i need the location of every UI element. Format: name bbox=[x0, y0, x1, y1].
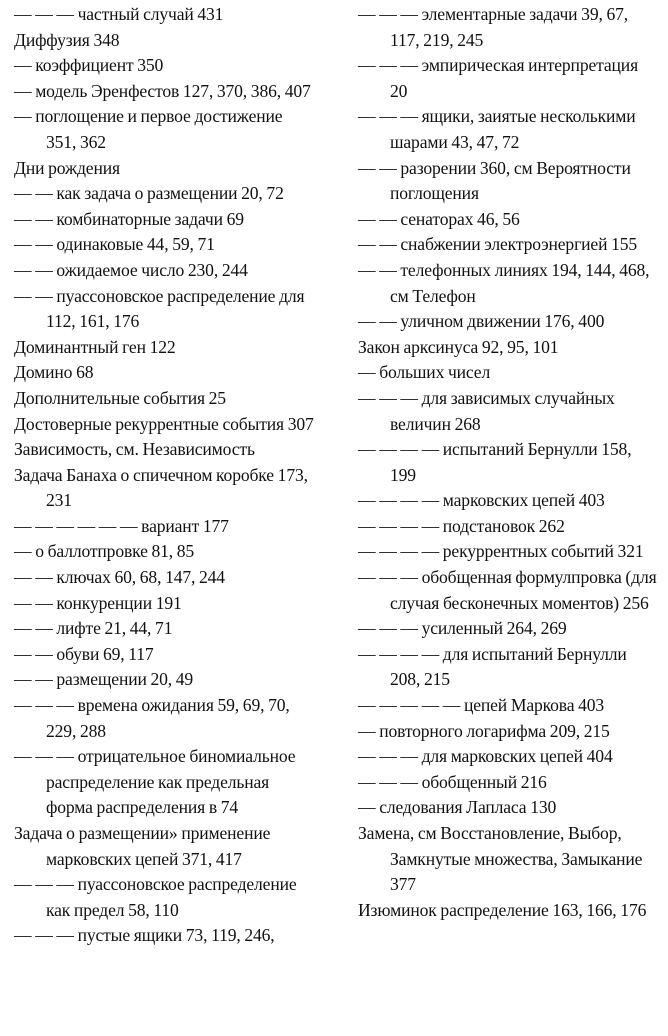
index-column-right bbox=[358, 2, 658, 923]
index-entry: Задача о размещении» применение марковских цепей 371, 417 bbox=[14, 823, 271, 869]
index-entry: — — как задача о размещении 20, 72 bbox=[14, 183, 284, 204]
index-entry: — следования Лапласа 130 bbox=[358, 797, 557, 818]
index-entry: — о баллотпровке 81, 85 bbox=[14, 541, 195, 562]
index-entry: Зависимость, см. Независимость bbox=[14, 439, 255, 460]
index-entry: — — разорении 360, см Вероятности поглощения bbox=[358, 157, 631, 204]
index-entry: — модель Эренфестов 127, 370, 386, 407 bbox=[14, 80, 311, 101]
index-entry: — — — — рекуррентных событий 321 bbox=[358, 541, 644, 562]
index-entry: Дополнительные события 25 bbox=[14, 387, 226, 408]
index-entry: — — — — марковских цепей 403 bbox=[358, 490, 605, 511]
index-entry: Изюминок распределение 163, 166, 176 bbox=[358, 899, 647, 920]
index-entry: Задача Банаха о спичечном коробке 173, 231 bbox=[14, 464, 308, 511]
index-entry: — — — для марковских цепей 404 bbox=[358, 746, 613, 767]
index-entry: — — — усиленный 264, 269 bbox=[358, 618, 567, 639]
index-entry: — — — обобщенная формулпровка (для случая бесконечных моментов) 256 bbox=[358, 567, 657, 613]
index-entry: — — конкуренции 191 bbox=[14, 592, 182, 613]
index-entry: — — сенаторах 46, 56 bbox=[358, 208, 520, 229]
index-entry: — повторного логарифма 209, 215 bbox=[358, 720, 610, 741]
index-entry: — — уличном движении 176, 400 bbox=[358, 311, 605, 332]
index-entry: Закон арксинуса 92, 95, 101 bbox=[358, 336, 559, 357]
index-entry: — поглощение и первое достижение 351, 362 bbox=[14, 106, 283, 152]
index-entry: — — — — для испытаний Бернулли 208, 215 bbox=[358, 643, 627, 690]
index-entry: — — — эмпирическая интерпретация 20 bbox=[358, 55, 639, 101]
index-entry: — — одинаковые 44, 59, 71 bbox=[14, 234, 215, 255]
index-entry: — — — обобщенный 216 bbox=[358, 771, 547, 792]
index-entry: Диффузия 348 bbox=[14, 29, 120, 50]
index-entry: — — комбинаторные задачи 69 bbox=[14, 208, 244, 229]
index-entry: — — — частный случай 431 bbox=[14, 4, 224, 24]
index-entry: — — — — — — вариант 177 bbox=[14, 515, 229, 536]
index-entry: — — — времена ожидания 59, 69, 70, 229, 288 bbox=[14, 695, 290, 741]
index-entry: — — — для зависимых случайных величин 268 bbox=[358, 387, 615, 434]
index-entry: — — ключах 60, 68, 147, 244 bbox=[14, 567, 225, 588]
index-entry: — — лифте 21, 44, 71 bbox=[14, 618, 173, 639]
index-entry: — — — ящики, заиятые несколькими шарами 43, 47, 72 bbox=[358, 106, 636, 152]
index-entry: — — — пустые ящики 73, 119, 246, bbox=[14, 925, 275, 946]
index-entry: — — ожидаемое число 230, 244 bbox=[14, 259, 248, 280]
index-entry: — — — — подстановок 262 bbox=[358, 515, 565, 536]
index-entry: — — снабжении электроэнергией 155 bbox=[358, 234, 638, 255]
index-entry: Достоверные рекуррентные события 307 bbox=[14, 413, 314, 434]
index-entry: — — — элементарные задачи 39, 67, 117, 219, 245 bbox=[358, 4, 629, 50]
index-entry: — больших чисел bbox=[358, 362, 491, 383]
index-entry: — — обуви 69, 117 bbox=[14, 643, 154, 664]
index-entry: — — — — — цепей Маркова 403 bbox=[358, 695, 605, 716]
index-entry: Домино 68 bbox=[14, 362, 94, 383]
index-entry: Доминантный ген 122 bbox=[14, 336, 176, 357]
index-entry: — — размещении 20, 49 bbox=[14, 669, 194, 690]
index-column-left bbox=[14, 2, 314, 949]
index-entry: Замена, см Восстановление, Выбор, Замкнутые множества, Замыкание 377 bbox=[358, 823, 643, 895]
index-entry: — — — пуассоновское распределение как предел 58, 110 bbox=[14, 874, 297, 920]
index-entry: — — — отрицательное биномиальное распределение как предельная форма распределения в 74 bbox=[14, 746, 296, 818]
index-entry: — коэффициент 350 bbox=[14, 55, 164, 76]
index-entry: — — — — испытаний Бернулли 158, 199 bbox=[358, 439, 632, 485]
index-entry: — — пуассоновское распределение для 112, 161, 176 bbox=[14, 285, 305, 332]
index-entry: Дни рождения bbox=[14, 157, 120, 178]
index-entry: — — телефонных линиях 194, 144, 468, см Телефон bbox=[358, 259, 650, 306]
